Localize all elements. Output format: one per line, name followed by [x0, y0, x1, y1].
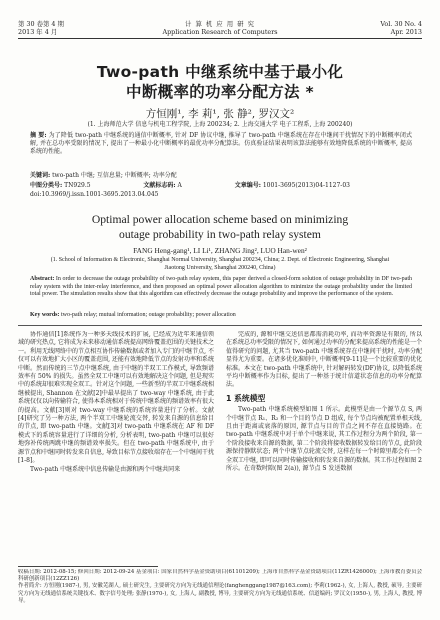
doc-code-label: 文献标志码: [143, 182, 176, 189]
paper-title-en [40, 212, 400, 242]
intro-paragraph-3: 完成的, 源和中继交送信息都需消耗功率, 而功率资源是有限的, 所以在系统总功率受限的情况下, 如何通过功率的分配来提高系统的性能是一个值得研究的问题, 尤其当 two-path 中继系统存在中继间干扰时, 功率分配显得尤为重要。在诸多优化准则中, 中断概率[9-11]是一个比较重要的优化标准。本文在 two-path 中继系统中, 针对解码转发(DF)协议, 以降低系统平均中断概率作为目标, 提出了一种基于统计信道状态信息的功率分配算法。 [226, 331, 422, 389]
volume-issue-en: Vol. 30 No. 4 [380, 20, 422, 28]
intro-paragraph-1: 协作通信[1]系统作为一种多天线技术的扩展, 已经成为近年来通信领域的研究热点, 它将成为未来移动通信系统提高网络覆盖范围的关键技术之一。利用无线网络中的节点相互协作传输数据或者加入专门的中继节点, 不仅可以有效地扩大小区的覆盖范围, 还能有效地降低节点的发射功率和系统中断。然而传统的三节点中继系统, 由于中继的半双工工作模式, 导致频谱效率有 50% 的损失。虽然全双工中继可以有效地解决这个问题, 但是现实中的系统却很难实现全双工。针对这个问题, 一些新型的半双工中继系统相继被提出, Shannon 在文献[2]中最早提出了 two-way 中继系统, 由于此系统仅仅以向传输符合, 使得本系统相对于传统中继系统的频谱效率有很大的提高。文献[3]则对 two-way 中继系统的系统容量进行了分析。文献[4]研究了另一种方法, 两个半双工中继轮流交替, 转发来自源的信息给目的节点, 即 two-path 中继。文献[3]对 two-path 中继系统在 AF 和 DF 模式下的系统容量进行了详细的分析, 分析表明, two-path 中继可以很好地弥补传统两跳中继的频谱效率损失。但在 two-path 中继系统中, 由于源节点和中继同时转发来自信息, 导致目标节点接收端存在一个中继间干扰[1-8]。 [18, 331, 214, 465]
journal-volume-right [380, 20, 422, 36]
system-model-paragraph: Two-path 中继系统模型如图 1 所示。此模型是由一个源节点 S, 两个中继节点 R₁、R₂ 和一个目的节点 D 组成, 每个节点均被配置单根天线, 且由于距离或衰落的原因, 源节点与目的节点之间不存在直接链路。在 two-path 中继系统中对于单个中继来说, 其工作过程分为两个阶段, 第一个阶段接收来自源的数据, 第二个阶段将接收数据转发给目的节点, 此阶段源保持静默状态; 两个中继节点轮流交替, 这样在每一个时隙里都会有一个全双工中继, 即可以同时传输接收和转发来自源的数据。其工作过程如图 2 所示。在奇数时隙(图 2(a)), 源节点 S 发送数据 [226, 406, 422, 473]
volume-issue-zh: 第 30 卷第 4 期 [18, 20, 64, 28]
date-zh: 2013 年 4 月 [18, 28, 58, 36]
body-right-column [226, 331, 422, 563]
header-rule [18, 38, 422, 39]
abstract-en-label: Abstract: [30, 276, 55, 282]
paper-title-zh [40, 62, 400, 102]
abstract-zh-text: 为了降低 two-path 中继系统的通信中断概率, 针对 DF 协议中继, 推导了 two-path 中继系统在存在中继间干扰情况下的中断概率闭式解, 并在总功率受限的情况下, 提出了一种最小化中断概率的最优功率分配算法。仿真验证结果表明该算法能够有效地降低系统的中断概率, 提高系统的性能。 [30, 132, 412, 155]
article-number [235, 182, 350, 190]
doi: doi:10.3969/j.issn.1001-3695.2013.04.045 [30, 191, 159, 198]
title-zh-line-2: 中断概率的功率分配方法 * [126, 83, 314, 101]
keywords-en-label: Key words: [30, 312, 60, 318]
intro-paragraph-2: Two-path 中继系统中信息传输是由源和两个中继共同来 [30, 465, 181, 473]
article-number-label: 文章编号: [234, 182, 261, 189]
section-1-title: 1 系统模型 [226, 393, 266, 403]
keywords-en [30, 312, 412, 320]
abstract-rule [18, 325, 422, 326]
keywords-zh-label: 关键词: [30, 172, 51, 179]
affiliations-en-line-1: (1. School of Information & Electronic, Shanghai Normal University, Shanghai 200234, China; 2. Dept. of Electronic Engineering, Shanghai [50, 257, 390, 263]
date-en: Apr. 2013 [390, 28, 422, 36]
clc-label: 中图分类号: [30, 182, 63, 189]
journal-name [120, 20, 320, 36]
abstract-en [30, 276, 412, 299]
keywords-en-text: two-path relay; mutual information; outage probability; power allocation [61, 312, 236, 318]
authors-zh: 方恒刚¹, 李 莉¹, 张 静², 罗汉文² [145, 108, 295, 120]
article-number-value: 1001-3695(2013)04-1127-03 [262, 182, 350, 189]
journal-name-en: Application Research of Computers [162, 28, 278, 36]
title-zh-line-1: Two-path 中继系统中基于最小化 [96, 63, 344, 81]
affiliations-zh: (1. 上海师范大学 信息与机电工程学院, 上海 200234; 2. 上海交通大学 电子工程系, 上海 200240) [87, 121, 353, 128]
doc-code [143, 182, 181, 190]
authors-en: FANG Heng-gang¹, LI Li¹, ZHANG Jing², LUO Han-wen² [133, 246, 307, 255]
title-en-line-2: outage probability in two-path relay system [119, 228, 321, 241]
abstract-zh [30, 132, 412, 155]
doc-code-value: A [177, 182, 182, 189]
affiliations-en [22, 257, 418, 272]
abstract-en-text: In order to decrease the outage probability of two-path relay system, this paper derived a closed-form solution of outage probability in DF two-path relay system with the inter-relay interference, and then proposed an optimal power allocation algorithm to minimize the outage probability under the limited total power. The simulation results show that this algorithm can effectively decrease the outage probability and improve the performance of the system. [30, 276, 412, 298]
abstract-zh-label: 摘 要: [30, 132, 47, 139]
classification-row [30, 182, 350, 190]
affiliations-en-line-2: Jiaotong University, Shanghai 200240, China) [164, 264, 276, 271]
keywords-zh [30, 172, 412, 180]
body-left-column [18, 331, 214, 563]
journal-volume-left [18, 20, 64, 36]
title-en-line-1: Optimal power allocation scheme based on minimizing [91, 213, 349, 226]
footnote-rule [18, 566, 158, 567]
footnote: 收稿日期: 2012-08-15; 修回日期: 2012-09-24 基金项目: 国家自然科学基金资助项目(61101209); 上海市自然科学基金资助项目(11ZR1426000); 上海市教育委员会科研创新项目(12ZZ126) 作者简介: 方恒刚(1987-), 男, 安徽芜湖人, 硕士研究生, 主要研究方向为无线通信理论(fanghenggang1987@163.com); 李莉(1962-), 女, 上海人, 教授, 硕导, 主要研究方向为无线通信系统关键技术、数字信号处理; 张静(1970-), 女, 上海人, 副教授, 博导, 主要研究方向为无线通信系统、信道编码; 罗汉文(1950-), 男, 上海人, 教授, 博导。 [18, 569, 422, 604]
clc [30, 182, 91, 190]
keywords-zh-text: two-path 中继; 互信息量; 中断概率; 功率分配 [52, 172, 177, 179]
clc-value: TN929.5 [64, 182, 91, 189]
journal-name-zh: 计 算 机 应 用 研 究 [185, 20, 255, 28]
